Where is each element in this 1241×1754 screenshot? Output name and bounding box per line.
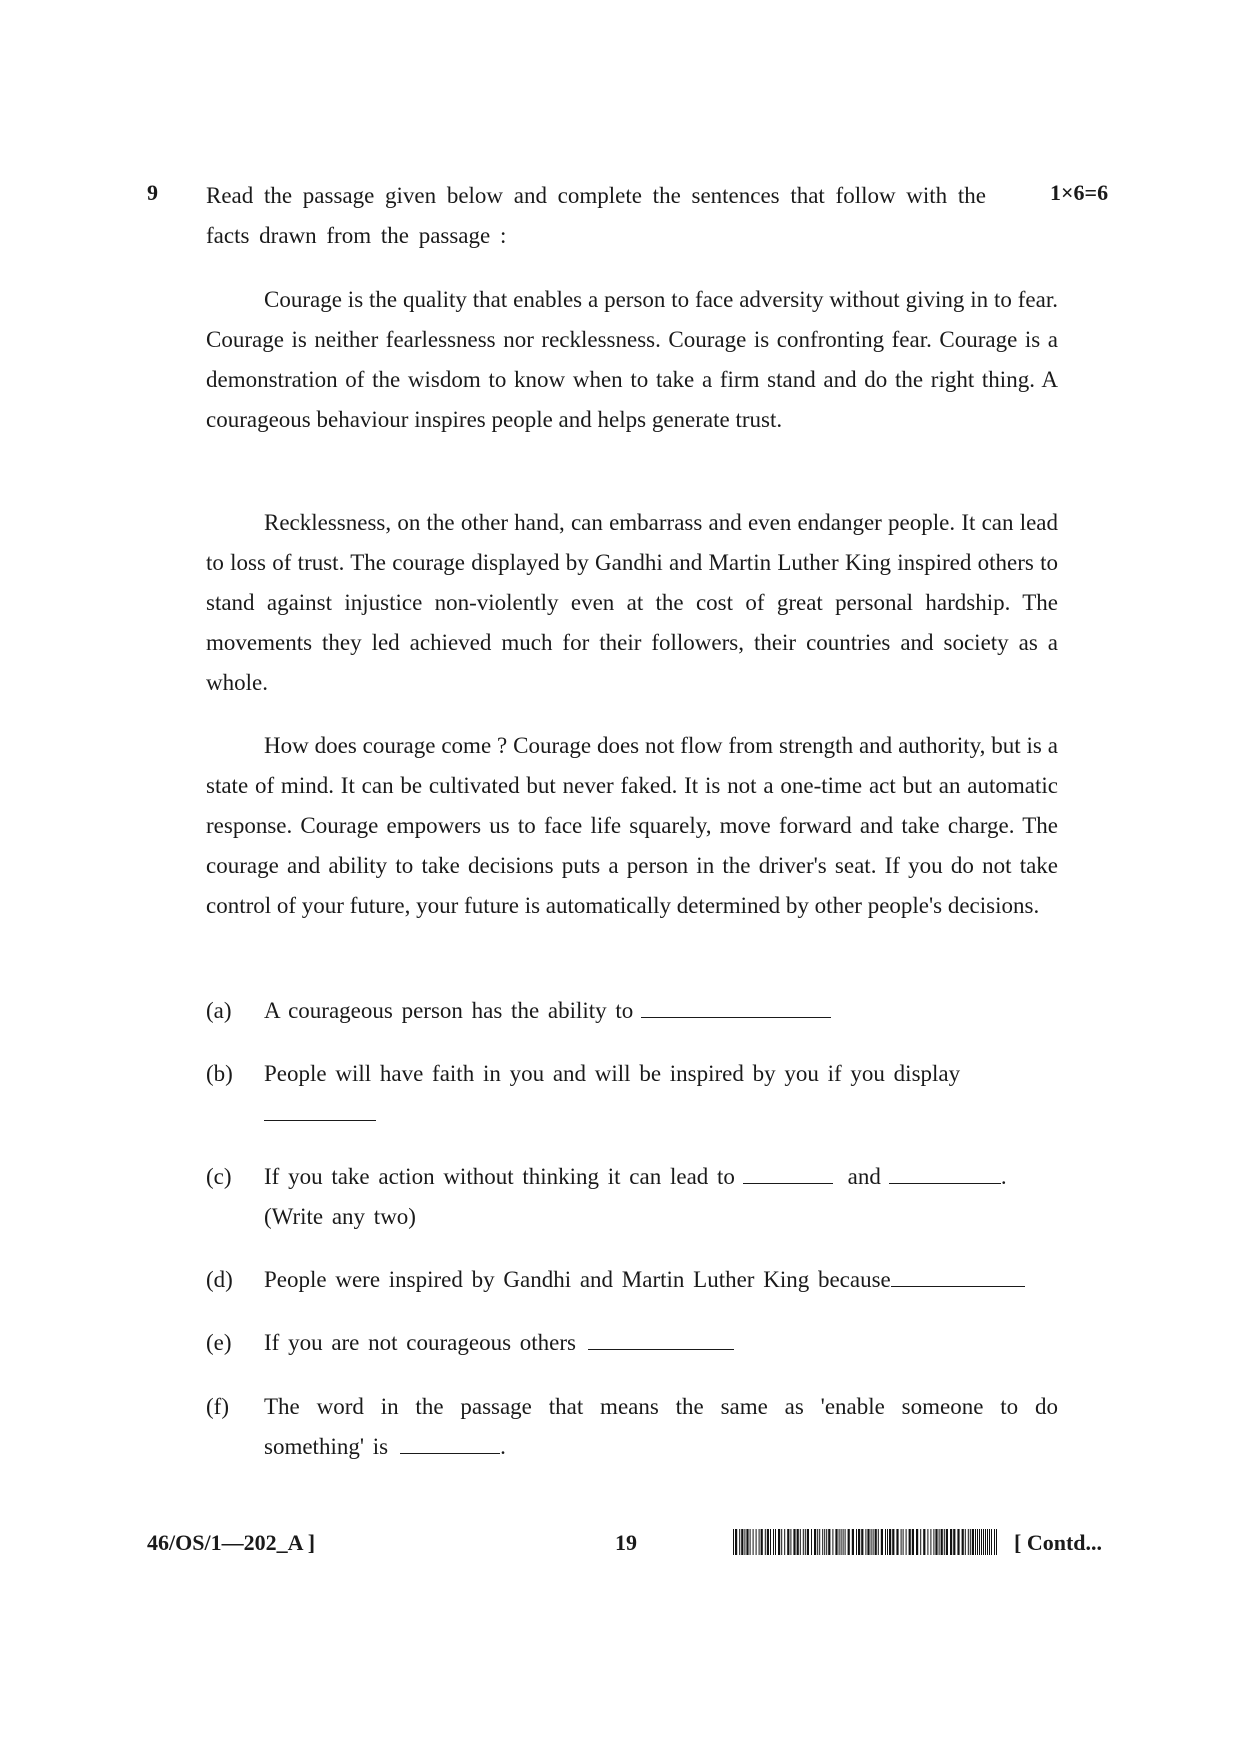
- item-label: (e): [206, 1330, 232, 1355]
- passage-paragraph-2: Recklessness, on the other hand, can embarrass and even endanger people. It can lead to loss of trust. The courage displayed by Gandhi and Martin Luther King inspired others to stand against injustice non-violently even at the cost of great personal hardship. The movements they led achieved much for their followers, their countries and society as a whole.: [206, 510, 1058, 695]
- answer-blank[interactable]: [743, 1157, 833, 1184]
- sentence-item-f: [206, 1387, 1058, 1467]
- continued-label: [ Contd...: [1014, 1530, 1103, 1555]
- sentence-item-e: [206, 1323, 1058, 1363]
- answer-blank[interactable]: [891, 1260, 1025, 1287]
- passage-paragraph-1: Courage is the quality that enables a person to face adversity without giving in to fear. Courage is neither fearlessness nor recklessness. Courage is confronting fear. Courage is a demonstration of the wisdom to know when to take a firm stand and do the right thing. A courageous behaviour inspires people and helps generate trust.: [206, 287, 1058, 432]
- answer-blank[interactable]: [641, 991, 831, 1018]
- sentence-item-c: [206, 1157, 1058, 1237]
- answer-blank[interactable]: [264, 1094, 376, 1121]
- barcode-icon: [733, 1529, 998, 1555]
- item-text: If you are not courageous others: [264, 1330, 576, 1355]
- item-label: (f): [206, 1394, 229, 1419]
- item-text-connector: and: [847, 1164, 881, 1189]
- question-marks: 1×6=6: [1050, 180, 1109, 205]
- passage-paragraph-3: How does courage come ? Courage does not flow from strength and authority, but is a state of mind. It can be cultivated but never faked. It is not a one-time act but an automatic response. Courage empowers us to face life squarely, move forward and take charge. The courage and ability to take decisions puts a person in the driver's seat. If you do not take control of your future, your future is automatically determined by other people's decisions.: [206, 733, 1058, 918]
- paper-code: 46/OS/1—202_A ]: [147, 1530, 316, 1555]
- item-text-end: .: [500, 1434, 506, 1459]
- item-label: (c): [206, 1164, 232, 1189]
- item-text: People will have faith in you and will be inspired by you if you display: [264, 1061, 961, 1086]
- item-label: (d): [206, 1267, 233, 1292]
- item-text-end: .: [1000, 1164, 1007, 1189]
- sentence-item-a: [206, 991, 1058, 1031]
- item-text: A courageous person has the ability to: [264, 998, 634, 1023]
- item-label: (a): [206, 998, 232, 1023]
- answer-blank[interactable]: [889, 1157, 1001, 1184]
- sentence-item-d: [206, 1260, 1058, 1300]
- item-text: If you take action without thinking it can lead to: [264, 1164, 735, 1189]
- item-text: People were inspired by Gandhi and Martin Luther King because: [264, 1267, 891, 1292]
- answer-blank[interactable]: [588, 1323, 734, 1350]
- item-label: (b): [206, 1061, 233, 1086]
- item-text: The word in the passage that means the same as 'enable someone to do something' is: [264, 1394, 1058, 1459]
- sentence-item-b: [206, 1054, 1058, 1134]
- question-number: 9: [147, 180, 158, 205]
- item-note: (Write any two): [264, 1204, 416, 1229]
- answer-blank[interactable]: [400, 1427, 500, 1454]
- question-instruction: Read the passage given below and complete the sentences that follow with the facts drawn from the passage :: [206, 183, 986, 248]
- page-number: 19: [615, 1530, 637, 1555]
